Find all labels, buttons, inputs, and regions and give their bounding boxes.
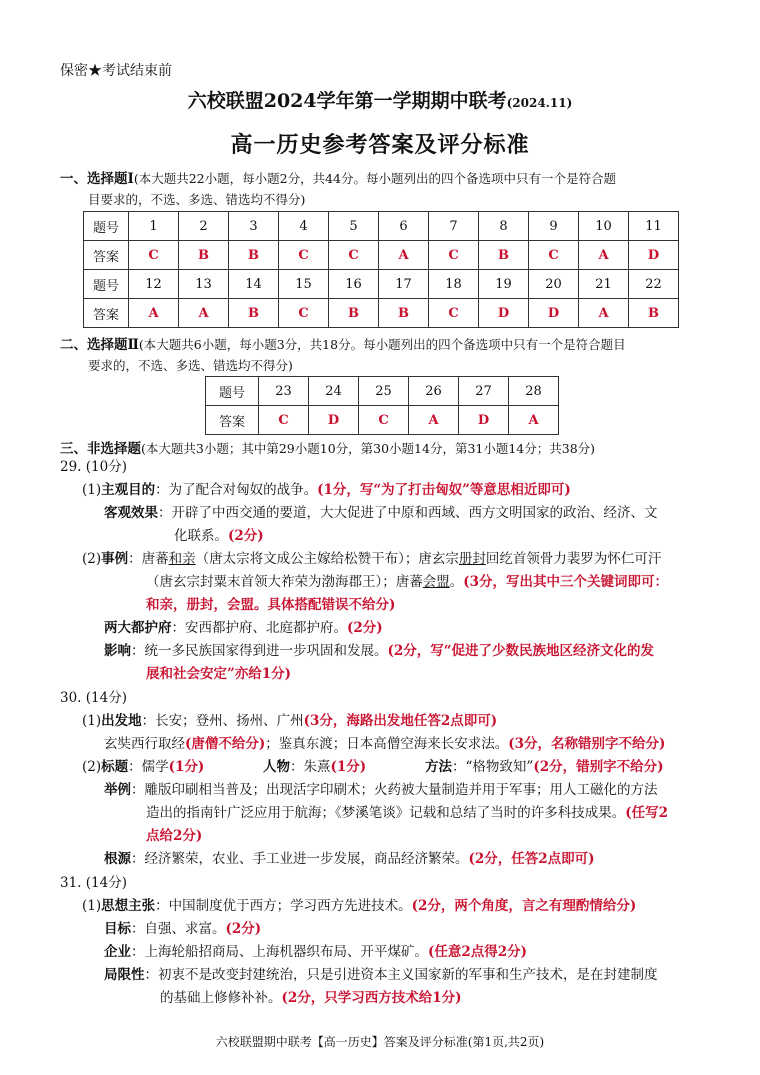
question-number: 21: [579, 270, 629, 299]
score-note: (2分，错别字不给分): [533, 759, 664, 775]
keyword: 和亲: [168, 551, 196, 567]
answer-label: 目标: [104, 921, 131, 937]
section1-heading: 一、选择题Ⅰ: [60, 171, 134, 187]
score-note: (唐僧不给分): [185, 736, 266, 752]
answer-cell: D: [629, 241, 679, 270]
score-note: (任写2: [625, 805, 669, 821]
score-note: 展和社会安定”亦给1分): [146, 666, 292, 682]
exam-date: (2024.11): [506, 96, 573, 110]
question-number: 4: [279, 212, 329, 241]
score-note: (2分，任答2点即可): [468, 851, 595, 867]
q29-number: 29. (10分): [60, 459, 127, 475]
score-note: (2分，写“促进了少数民族地区经济文化的发: [387, 643, 655, 659]
answer-label: 出发地: [101, 713, 142, 729]
section3-desc: (本大题共3小题；其中第29小题10分，第30小题14分，第31小题14分；共38分): [141, 441, 596, 456]
answer-label: 标题: [101, 759, 129, 775]
question-number: 24: [309, 377, 359, 406]
question-number: 3: [229, 212, 279, 241]
answer-cell: B: [229, 241, 279, 270]
answer-table-2: [205, 376, 559, 435]
q29-part2c-cont: [146, 663, 291, 685]
answer-cell: A: [379, 241, 429, 270]
table-row: [84, 241, 679, 270]
question-number: 10: [579, 212, 629, 241]
answer-text: ；鉴真东渡；日本高僧空海来长安求法。: [265, 736, 509, 752]
q29-part1: [82, 479, 571, 501]
table-row: [84, 299, 679, 328]
row-label: 题号: [84, 270, 129, 299]
q30-number: 30. (14分): [60, 690, 127, 706]
table-row: [206, 406, 559, 435]
answer-cell: B: [479, 241, 529, 270]
q30-part2-method: [425, 756, 663, 778]
answer-cell: D: [309, 406, 359, 435]
section2-header: [60, 333, 626, 353]
row-label: 答案: [206, 406, 259, 435]
score-note: (2分): [225, 921, 262, 937]
answer-cell: B: [629, 299, 679, 328]
answer-text: 的基础上修修补补。: [160, 990, 282, 1006]
answer-cell: B: [179, 241, 229, 270]
answer-label: 根源: [104, 851, 131, 867]
answer-cell: A: [179, 299, 229, 328]
answer-cell: A: [409, 406, 459, 435]
answer-text: ：唐蕃: [128, 551, 169, 567]
answer-cell: C: [359, 406, 409, 435]
answer-text: ：雕版印刷相当普及；出现活字印刷术；火药被大量制造并用于军事；用人工磁化的方法: [131, 782, 658, 798]
score-note: (2分，只学习西方技术给1分): [281, 990, 462, 1006]
score-note: (2分): [228, 528, 264, 544]
answer-cell: D: [529, 299, 579, 328]
answer-label: 方法: [425, 759, 452, 775]
score-note: 和亲，册封，会盟。具体搭配错误不给分): [146, 597, 396, 613]
answer-text: 。: [449, 574, 464, 590]
answer-label: 事例: [101, 551, 129, 567]
section1-header: [60, 167, 616, 187]
part-no: (2): [82, 551, 102, 567]
section1-desc-cont: 目要求的，不选、多选、错选均不得分): [88, 192, 306, 207]
answer-text: （唐太宗将文成公主嫁给松赞干布）；唐玄宗: [195, 551, 459, 567]
score-note: (1分): [330, 759, 367, 775]
q31-number: 31. (14分): [60, 875, 127, 891]
answer-text: ：中国制度优于西方；学习西方先进技术。: [155, 898, 412, 914]
q30-part2-person: [263, 756, 366, 778]
answer-cell: A: [579, 299, 629, 328]
part-no: (1): [82, 898, 102, 914]
answer-cell: B: [229, 299, 279, 328]
answer-text: ：长安；登州、扬州、广州: [141, 713, 304, 729]
q30-part2b-cont: [146, 802, 668, 824]
answer-cell: C: [429, 241, 479, 270]
score-note: 点给2分): [146, 828, 203, 844]
answer-label: 人物: [263, 759, 290, 775]
answer-cell: B: [379, 299, 429, 328]
answer-label: 企业: [104, 944, 131, 960]
question-number: 11: [629, 212, 679, 241]
confidential-note: 保密★考试结束前: [60, 63, 172, 79]
question-number: 9: [529, 212, 579, 241]
q31-part1b: [104, 918, 261, 940]
table-row: [206, 377, 559, 406]
answer-text: ：上海轮船招商局、上海机器织布局、开平煤矿。: [131, 944, 428, 960]
answer-text: ：“格物致知”: [452, 759, 534, 775]
answer-cell: C: [259, 406, 309, 435]
q31-part1d-cont: [160, 987, 462, 1009]
question-number: 5: [329, 212, 379, 241]
question-number: 27: [459, 377, 509, 406]
q29-part2: [82, 548, 661, 570]
score-note: (3分，写出其中三个关键词即可：: [463, 574, 669, 590]
answer-text: 玄奘西行取经: [104, 736, 185, 752]
answer-cell: A: [579, 241, 629, 270]
answer-cell: B: [329, 299, 379, 328]
q30-part2b: [104, 779, 658, 801]
part-no: (2): [82, 759, 102, 775]
answer-cell: A: [129, 299, 179, 328]
section2-desc-cont: 要求的，不选、多选、错选均不得分): [88, 358, 293, 373]
question-number: 7: [429, 212, 479, 241]
answer-text: ：自强、求富。: [131, 921, 226, 937]
answer-table-1: [83, 211, 679, 328]
answer-cell: C: [279, 299, 329, 328]
answer-text: ：朱熹: [290, 759, 331, 775]
answer-text: （唐玄宗封粟末首领大祚荣为渤海郡王）；唐蕃: [146, 574, 423, 590]
answer-label: 举例: [104, 782, 131, 798]
q30-part2c: [104, 848, 595, 870]
score-note: (1分): [168, 759, 205, 775]
section3-heading: 三、非选择题: [60, 441, 141, 457]
answer-cell: C: [429, 299, 479, 328]
document-subtitle: 高一历史参考答案及评分标准: [230, 132, 530, 158]
question-number: 8: [479, 212, 529, 241]
q29-part2-cont2: [146, 594, 395, 616]
q30-part2: [82, 756, 204, 778]
score-note: (3分，海路出发地任答2点即可): [303, 713, 498, 729]
score-note: (任意2点得2分): [428, 944, 528, 960]
answer-label: 主观目的: [101, 482, 156, 498]
question-number: 16: [329, 270, 379, 299]
q30-part1: [82, 710, 497, 732]
question-number: 20: [529, 270, 579, 299]
question-number: 28: [509, 377, 559, 406]
question-number: 13: [179, 270, 229, 299]
section1-desc: (本大题共22小题，每小题2分，共44分。每小题列出的四个备选项中只有一个是符合题: [133, 171, 616, 186]
question-number: 19: [479, 270, 529, 299]
keyword: 会盟: [422, 574, 450, 590]
score-note: (3分，名称错别字不给分): [508, 736, 666, 752]
section2-desc: (本大题共6小题，每小题3分，共18分。每小题列出的四个备选项中只有一个是符合题目: [138, 337, 626, 352]
q29-part1b: [104, 502, 658, 524]
answer-text: ：初衷不是改变封建统治，只是引进资本主义国家新的军事和生产技术，是在封建制度: [144, 967, 658, 983]
answer-text: ：经济繁荣，农业、手工业进一步发展，商品经济繁荣。: [131, 851, 469, 867]
question-number: 1: [129, 212, 179, 241]
answer-text: ：为了配合对匈奴的战争。: [155, 482, 318, 498]
question-number: 6: [379, 212, 429, 241]
question-number: 18: [429, 270, 479, 299]
score-note: (1分，写“为了打击匈奴”等意思相近即可): [317, 482, 571, 498]
question-number: 22: [629, 270, 679, 299]
answer-text: 化联系。: [174, 528, 228, 544]
answer-text: ：统一多民族国家得到进一步巩固和发展。: [131, 643, 388, 659]
question-number: 14: [229, 270, 279, 299]
answer-cell: A: [509, 406, 559, 435]
page-footer: 六校联盟期中联考【高一历史】答案及评分标准(第1页,共2页): [215, 1035, 545, 1049]
answer-text: ：开辟了中西交通的要道，大大促进了中原和西域、西方文明国家的政治、经济、文: [158, 505, 658, 521]
answer-cell: D: [459, 406, 509, 435]
keyword: 册封: [458, 551, 486, 567]
q31-part1c: [104, 941, 527, 963]
answer-label: 局限性: [104, 967, 145, 983]
answer-cell: C: [129, 241, 179, 270]
question-number: 2: [179, 212, 229, 241]
table-row: [84, 212, 679, 241]
row-label: 题号: [84, 212, 129, 241]
answer-cell: C: [529, 241, 579, 270]
question-number: 15: [279, 270, 329, 299]
answer-cell: C: [279, 241, 329, 270]
score-note: (2分，两个角度，言之有理酌情给分): [411, 898, 637, 914]
answer-label: 思想主张: [101, 898, 156, 914]
answer-cell: C: [329, 241, 379, 270]
question-number: 12: [129, 270, 179, 299]
row-label: 答案: [84, 299, 129, 328]
q29-part1b-cont: [174, 525, 264, 547]
q29-part2-cont: [146, 571, 668, 593]
q30-part2b-cont2: [146, 825, 202, 847]
question-number: 26: [409, 377, 459, 406]
answer-cell: D: [479, 299, 529, 328]
q30-part1b: [104, 733, 665, 755]
question-number: 17: [379, 270, 429, 299]
score-note: (2分): [347, 620, 383, 636]
answer-label: 两大都护府: [104, 620, 172, 636]
exam-title-main: 六校联盟2024学年第一学期期中联考: [187, 90, 507, 112]
q31-part1: [82, 895, 636, 917]
part-no: (1): [82, 482, 102, 498]
answer-text: 回纥首领骨力裴罗为怀仁可汗: [485, 551, 662, 567]
answer-label: 客观效果: [104, 505, 158, 521]
row-label: 答案: [84, 241, 129, 270]
answer-text: ：安西都护府、北庭都护府。: [171, 620, 347, 636]
row-label: 题号: [206, 377, 259, 406]
q31-part1d: [104, 964, 658, 986]
answer-label: 影响: [104, 643, 131, 659]
section2-heading: 二、选择题Ⅱ: [60, 337, 139, 353]
table-row: [84, 270, 679, 299]
exam-title: [0, 86, 760, 113]
part-no: (1): [82, 713, 102, 729]
section3-header: [60, 437, 595, 457]
question-number: 23: [259, 377, 309, 406]
answer-text: ：儒学: [128, 759, 169, 775]
q29-part2b: [104, 617, 383, 639]
q29-part2c: [104, 640, 654, 662]
answer-text: 造出的指南针广泛应用于航海；《梦溪笔谈》记载和总结了当时的许多科技成果。: [146, 805, 626, 821]
question-number: 25: [359, 377, 409, 406]
